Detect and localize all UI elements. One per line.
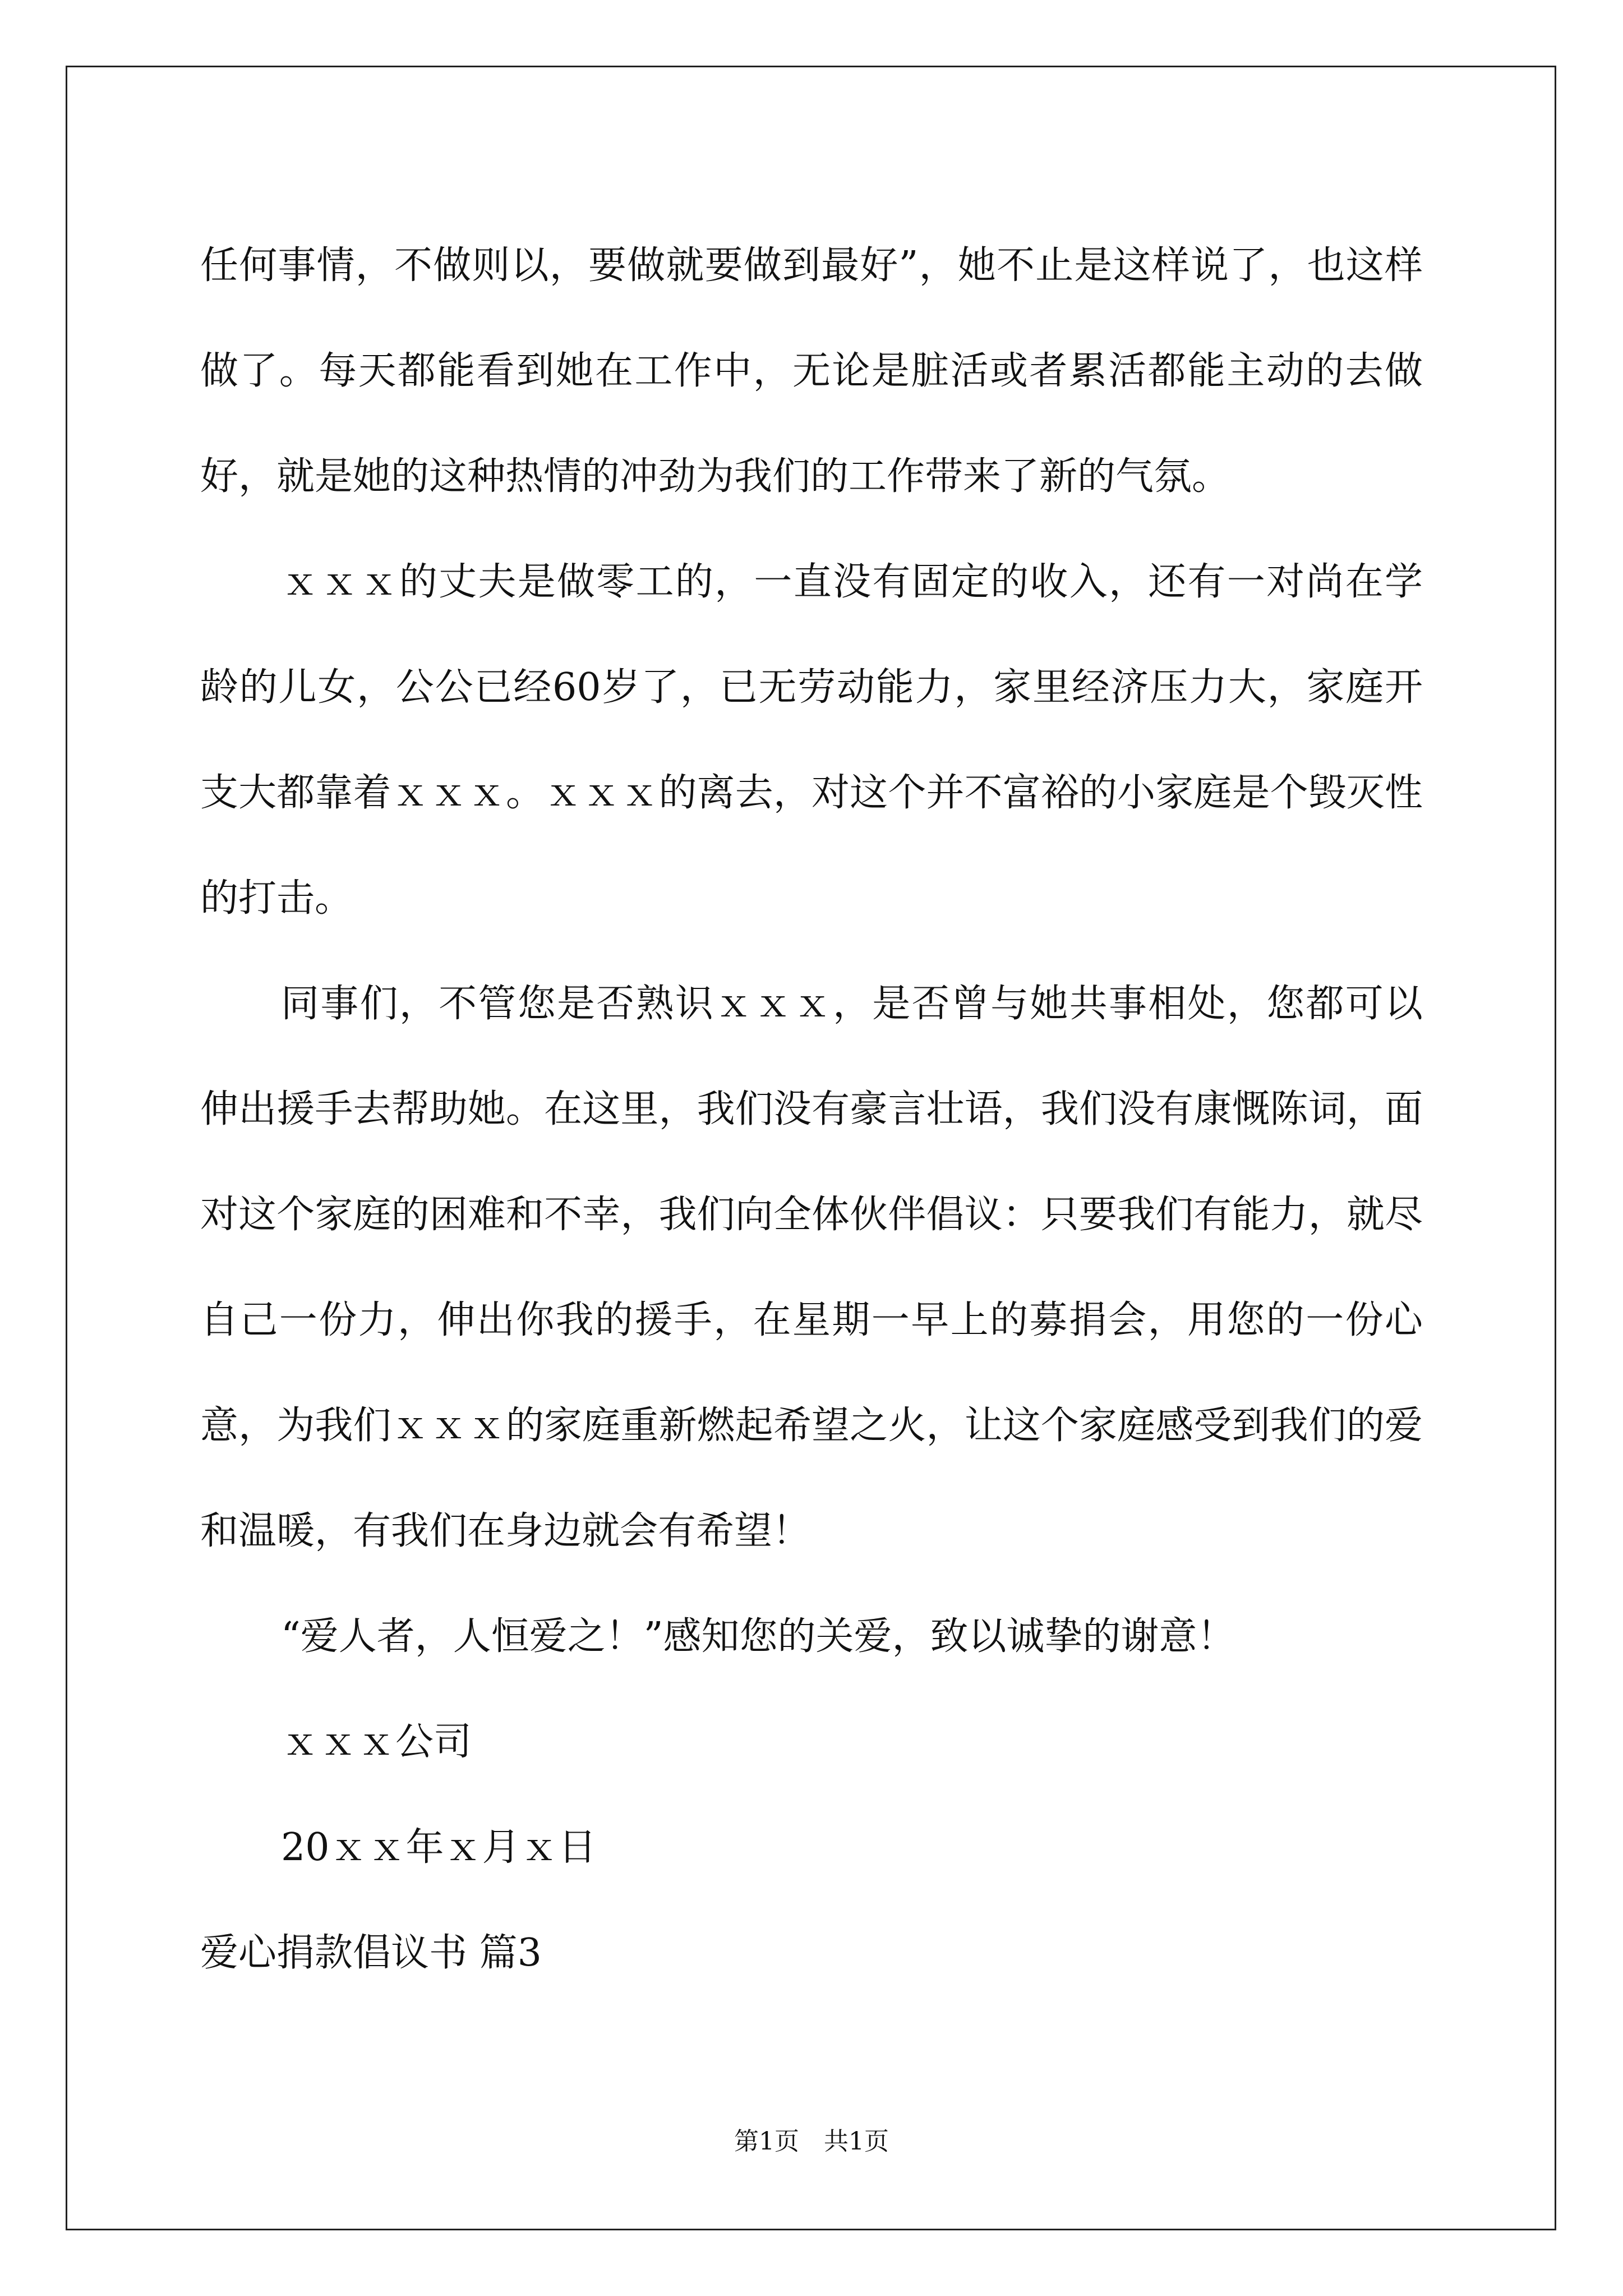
document-body (200, 213, 1423, 2006)
signature-company: ｘｘｘ公司 (281, 1720, 472, 1764)
paragraph-1: 任何事情，不做则以，要做就要做到最好”，她不止是这样说了，也这样做了。每天都能看到她在工作中，无论是脏活或者累活都能主动的去做好，就是她的这种热情的冲劲为我们的工作带来了新的气氛。 (200, 243, 1423, 499)
signature-date: 20ｘｘ年ｘ月ｘ日 (281, 1825, 597, 1870)
paragraph-3: 同事们，不管您是否熟识ｘｘｘ，是否曾与她共事相处，您都可以伸出援手去帮助她。在这里，我们没有豪言壮语，我们没有康慨陈词，面对这个家庭的困难和不幸，我们向全体伙伴倡议：只要我们有能力，就尽自己一份力，伸出你我的援手，在星期一早上的募捐会，用您的一份心意，为我们ｘｘｘ的家庭重新燃起希望之火，让这个家庭感受到我们的爱和温暖，有我们在身边就会有希望！ (200, 982, 1423, 1553)
page-number-footer: 第1页 共1页 (734, 2127, 889, 2156)
paragraph-2: ｘｘｘ的丈夫是做零工的，一直没有固定的收入，还有一对尚在学龄的儿女，公公已经60岁了，已无劳动能力，家里经济压力大，家庭开支大都靠着ｘｘｘ。ｘｘｘ的离去，对这个并不富裕的小家庭是个毁灭性的打击。 (200, 560, 1423, 921)
section-title: 爱心捐款倡议书 篇3 (200, 1931, 542, 1975)
closing-quote: “爱人者，人恒爱之！”感知您的关爱，致以诚挚的谢意！ (281, 1614, 1235, 1659)
